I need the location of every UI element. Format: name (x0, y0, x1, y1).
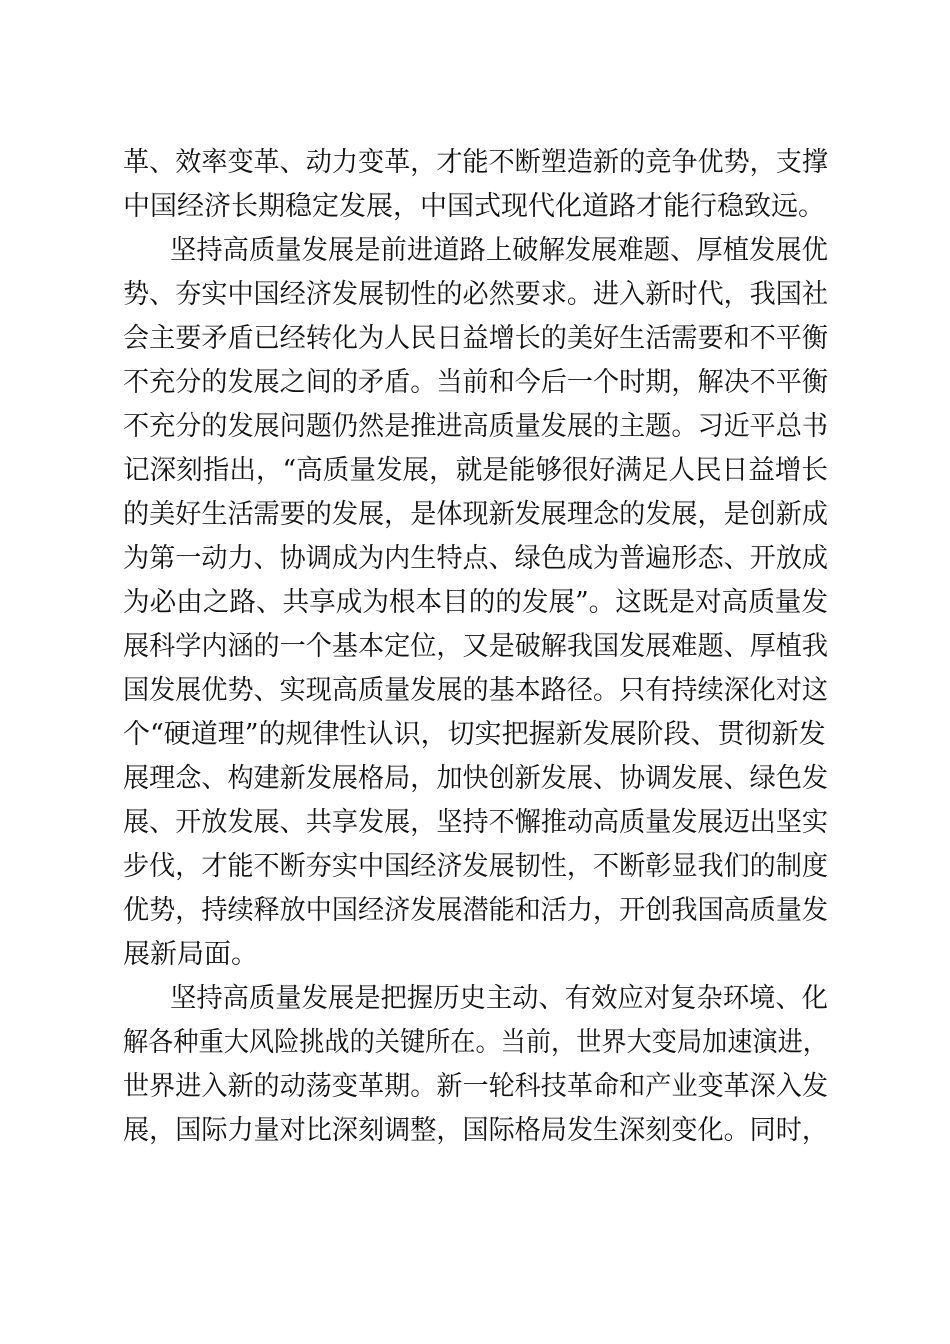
text-line: 为第一动力、协调成为内生特点、绿色成为普遍形态、开放成 (123, 543, 829, 574)
text-line: 展新局面。 (123, 939, 258, 970)
text-line: 世界进入新的动荡变革期。新一轮科技革命和产业变革深入发 (123, 1071, 829, 1102)
text-line: 步伐，才能不断夯实中国经济发展韧性，不断彰显我们的制度 (123, 851, 829, 882)
text-line: 优势，持续释放中国经济发展潜能和活力，开创我国高质量发 (123, 895, 829, 926)
text-line: 个“硬道理”的规律性认识，切实把握新发展阶段、贯彻新发 (123, 719, 826, 750)
text-line: 的美好生活需要的发展，是体现新发展理念的发展，是创新成 (123, 499, 829, 530)
text-line: 展，国际力量对比深刻调整，国际格局发生深刻变化。同时， (123, 1115, 829, 1146)
text-line: 革、效率变革、动力变革，才能不断塑造新的竞争优势，支撑 (123, 147, 829, 178)
paragraph-first-line: 坚持高质量发展是前进道路上破解发展难题、厚植发展优 (170, 235, 828, 266)
text-line: 势、夯实中国经济发展韧性的必然要求。进入新时代，我国社 (123, 279, 829, 310)
text-line: 解各种重大风险挑战的关键所在。当前，世界大变局加速演进， (123, 1027, 828, 1058)
text-line: 展理念、构建新发展格局，加快创新发展、协调发展、绿色发 (123, 763, 829, 794)
text-line: 国发展优势、实现高质量发展的基本路径。只有持续深化对这 (123, 675, 829, 706)
text-line: 中国经济长期稳定发展，中国式现代化道路才能行稳致远。 (123, 191, 825, 222)
text-line: 为必由之路、共享成为根本目的的发展”。这既是对高质量发 (123, 587, 829, 618)
text-line: 会主要矛盾已经转化为人民日益增长的美好生活需要和不平衡 (123, 323, 829, 354)
text-line: 不充分的发展之间的矛盾。当前和今后一个时期，解决不平衡 (123, 367, 829, 398)
text-line: 不充分的发展问题仍然是推进高质量发展的主题。习近平总书 (123, 411, 829, 442)
paragraph-first-line: 坚持高质量发展是把握历史主动、有效应对复杂环境、化 (170, 983, 828, 1014)
text-line: 记深刻指出，“高质量发展，就是能够很好满足人民日益增长 (123, 455, 829, 486)
text-line: 展科学内涵的一个基本定位，又是破解我国发展难题、厚植我 (123, 631, 829, 662)
text-line: 展、开放发展、共享发展，坚持不懈推动高质量发展迈出坚实 (123, 807, 829, 838)
